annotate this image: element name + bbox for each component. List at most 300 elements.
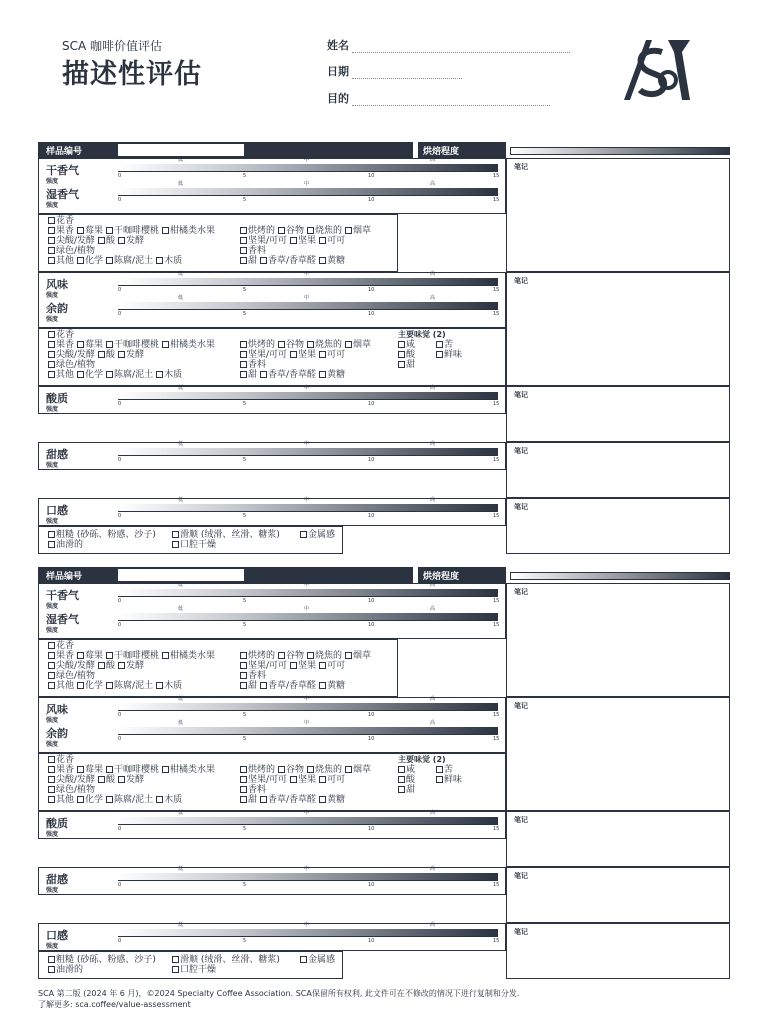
checkbox[interactable] <box>436 766 443 773</box>
acidity-intensity-scale[interactable] <box>118 384 498 406</box>
flavor-intensity-scale[interactable] <box>118 695 498 717</box>
checkbox-label: 花香 <box>56 641 75 651</box>
checkbox-row <box>172 540 216 550</box>
checkbox-row <box>436 775 462 785</box>
intensity-gradient-bar[interactable] <box>118 727 498 735</box>
level-high: 高 <box>430 385 436 391</box>
notes-box[interactable] <box>506 697 730 811</box>
checkbox[interactable] <box>162 341 169 348</box>
checkbox[interactable] <box>106 796 113 803</box>
intensity-gradient-bar[interactable] <box>118 817 498 825</box>
main-tastes-title: 主要味觉 (2) <box>398 330 446 339</box>
checkbox[interactable] <box>319 257 326 264</box>
checkbox[interactable] <box>290 351 297 358</box>
checkbox[interactable] <box>278 652 285 659</box>
mouthfeel-intensity-scale[interactable] <box>118 921 498 943</box>
checkbox[interactable] <box>77 371 84 378</box>
scale-tick: 10 <box>368 882 375 888</box>
checkbox[interactable] <box>172 541 179 548</box>
notes-label: 笔记 <box>514 816 528 824</box>
checkbox[interactable] <box>48 227 55 234</box>
checkbox[interactable] <box>319 351 326 358</box>
level-mid: 中 <box>304 181 310 187</box>
mouthfeel-label: 口感 <box>46 929 68 942</box>
scale-tick: 5 <box>243 401 247 407</box>
checkbox-label: 发酵 <box>126 236 145 246</box>
scale-tick: 5 <box>243 622 247 628</box>
checkbox-label: 油滑的 <box>56 965 84 975</box>
level-high: 高 <box>430 720 436 726</box>
checkbox[interactable] <box>48 672 55 679</box>
level-high: 高 <box>430 696 436 702</box>
checkbox[interactable] <box>260 796 267 803</box>
checkbox[interactable] <box>319 796 326 803</box>
checkbox-label: 甜 <box>248 256 258 266</box>
checkbox-row <box>240 651 371 661</box>
checkbox-label: 甜 <box>248 681 258 691</box>
checkbox[interactable] <box>290 237 297 244</box>
level-low: 低 <box>178 181 184 187</box>
checkbox-label: 其他 <box>56 681 75 691</box>
level-high: 高 <box>430 582 436 588</box>
scale-tick: 0 <box>118 938 122 944</box>
checkbox[interactable] <box>436 341 443 348</box>
flavor-intensity-scale[interactable] <box>118 270 498 292</box>
level-mid: 中 <box>304 720 310 726</box>
scale-tick: 15 <box>493 712 500 718</box>
checkbox-label: 柑橘类水果 <box>170 226 216 236</box>
checkbox[interactable] <box>172 956 179 963</box>
checkbox-label: 滑顺 (绒滑、丝滑、糖浆) <box>180 530 280 540</box>
aroma-intensity-scale[interactable] <box>118 180 498 202</box>
checkbox[interactable] <box>240 672 247 679</box>
checkbox[interactable] <box>398 766 405 773</box>
checkbox[interactable] <box>307 227 314 234</box>
scale-tick: 0 <box>118 736 122 742</box>
checkbox[interactable] <box>319 237 326 244</box>
checkbox[interactable] <box>156 257 163 264</box>
checkbox-row <box>240 661 345 671</box>
checkbox[interactable] <box>48 361 55 368</box>
checkbox[interactable] <box>98 662 105 669</box>
sample-label: 样品编号 <box>46 572 83 582</box>
checkbox[interactable] <box>106 257 113 264</box>
level-low: 低 <box>178 295 184 301</box>
checkbox-row <box>48 661 144 671</box>
checkbox[interactable] <box>48 956 55 963</box>
evaluation-section <box>38 142 730 562</box>
scale-tick: 10 <box>368 622 375 628</box>
checkbox[interactable] <box>240 776 247 783</box>
checkbox[interactable] <box>319 682 326 689</box>
notes-box[interactable] <box>506 923 730 979</box>
checkbox-row <box>398 765 415 775</box>
checkbox-label: 化学 <box>85 370 104 380</box>
checkbox-row <box>48 955 156 965</box>
checkbox[interactable] <box>345 766 352 773</box>
checkbox-label: 烟草 <box>353 651 372 661</box>
checkbox-row <box>240 370 345 380</box>
checkbox-label: 坚果 <box>298 775 317 785</box>
level-high: 高 <box>430 295 436 301</box>
fragrance-intensity-scale[interactable] <box>118 581 498 603</box>
notes-box[interactable] <box>506 272 730 386</box>
checkbox-label: 烘烤的 <box>248 226 276 236</box>
fragrance-label: 干香气 <box>46 589 79 602</box>
checkbox-row <box>240 681 345 691</box>
level-low: 低 <box>178 157 184 163</box>
intensity-gradient-bar[interactable] <box>118 448 498 456</box>
acidity-label: 酸质 <box>46 392 68 405</box>
intensity-gradient-bar[interactable] <box>118 504 498 512</box>
checkbox[interactable] <box>48 786 55 793</box>
scale-tick: 5 <box>243 173 247 179</box>
checkbox[interactable] <box>345 227 352 234</box>
scale-tick: 5 <box>243 938 247 944</box>
sca-logo-icon <box>622 38 692 102</box>
checkbox-label: 酸 <box>106 236 116 246</box>
name-field[interactable] <box>327 37 570 53</box>
notes-label: 笔记 <box>514 928 528 936</box>
checkbox[interactable] <box>48 642 55 649</box>
level-mid: 中 <box>304 295 310 301</box>
checkbox[interactable] <box>240 227 247 234</box>
sweetness-intensity-scale[interactable] <box>118 865 498 887</box>
checkbox[interactable] <box>398 786 405 793</box>
intensity-gradient-bar[interactable] <box>118 302 498 310</box>
checkbox-label: 尖酸/发酵 <box>56 661 96 671</box>
checkbox[interactable] <box>77 341 84 348</box>
checkbox[interactable] <box>398 776 405 783</box>
footer-link[interactable]: 了解更多: sca.coffee/value-assessment <box>38 1000 191 1009</box>
level-mid: 中 <box>304 922 310 928</box>
checkbox-row <box>48 330 74 340</box>
footer-copyright: SCA 第二版 (2024 年 6 月)，©2024 Specialty Coffee Association. SCA保留所有权利, 此文件可在不修改的情况下进行复制和分发. <box>38 989 520 998</box>
checkbox-row <box>48 671 95 681</box>
checkbox[interactable] <box>156 682 163 689</box>
checkbox[interactable] <box>106 371 113 378</box>
checkbox[interactable] <box>48 257 55 264</box>
notes-box[interactable] <box>506 158 730 272</box>
checkbox[interactable] <box>118 351 125 358</box>
checkbox-label: 绿色/植物 <box>56 785 96 795</box>
checkbox[interactable] <box>106 227 113 234</box>
checkbox-row <box>398 785 415 795</box>
checkbox[interactable] <box>172 966 179 973</box>
checkbox-row <box>240 246 266 256</box>
checkbox[interactable] <box>77 257 84 264</box>
sample-number-input[interactable] <box>118 144 244 156</box>
checkbox[interactable] <box>48 756 55 763</box>
checkbox-row <box>436 350 462 360</box>
scale-tick: 0 <box>118 197 122 203</box>
checkbox[interactable] <box>240 652 247 659</box>
checkbox-label: 烘烤的 <box>248 651 276 661</box>
checkbox[interactable] <box>240 371 247 378</box>
checkbox-label: 可可 <box>327 775 346 785</box>
sweetness-intensity-label: 强度 <box>46 887 59 894</box>
checkbox[interactable] <box>48 371 55 378</box>
checkbox[interactable] <box>156 796 163 803</box>
scale-tick: 10 <box>368 401 375 407</box>
checkbox[interactable] <box>48 541 55 548</box>
checkbox-label: 咸 <box>406 765 416 775</box>
checkbox-row <box>48 370 182 380</box>
sweetness-label: 甜感 <box>46 873 68 886</box>
scale-tick: 10 <box>368 736 375 742</box>
checkbox[interactable] <box>278 227 285 234</box>
checkbox-label: 坚果 <box>298 661 317 671</box>
level-high: 高 <box>430 271 436 277</box>
flavor-label: 风味 <box>46 703 68 716</box>
form-subtitle: SCA 咖啡价值评估 <box>62 39 163 53</box>
checkbox[interactable] <box>290 662 297 669</box>
roast-level-gradient[interactable] <box>510 572 730 580</box>
intensity-gradient-bar[interactable] <box>118 392 498 400</box>
checkbox-label: 酸 <box>406 775 416 785</box>
checkbox[interactable] <box>240 796 247 803</box>
checkbox[interactable] <box>278 766 285 773</box>
checkbox-label: 莓果 <box>85 226 104 236</box>
aroma-label: 湿香气 <box>46 188 79 201</box>
mouthfeel-label: 口感 <box>46 504 68 517</box>
checkbox[interactable] <box>77 652 84 659</box>
checkbox[interactable] <box>48 531 55 538</box>
checkbox-label: 化学 <box>85 681 104 691</box>
intensity-gradient-bar[interactable] <box>118 278 498 286</box>
form-title: 描述性评估 <box>62 59 202 90</box>
acidity-intensity-scale[interactable] <box>118 809 498 831</box>
checkbox[interactable] <box>48 351 55 358</box>
checkbox[interactable] <box>172 531 179 538</box>
checkbox[interactable] <box>240 662 247 669</box>
checkbox[interactable] <box>319 776 326 783</box>
aftertaste-intensity-scale[interactable] <box>118 294 498 316</box>
checkbox[interactable] <box>240 257 247 264</box>
checkbox[interactable] <box>48 682 55 689</box>
checkbox[interactable] <box>398 341 405 348</box>
sweetness-label: 甜感 <box>46 448 68 461</box>
checkbox[interactable] <box>240 341 247 348</box>
date-input-line[interactable] <box>352 70 462 79</box>
checkbox[interactable] <box>106 682 113 689</box>
checkbox[interactable] <box>162 652 169 659</box>
checkbox[interactable] <box>290 776 297 783</box>
checkbox[interactable] <box>48 796 55 803</box>
purpose-input-line[interactable] <box>352 97 550 106</box>
level-mid: 中 <box>304 696 310 702</box>
intensity-gradient-bar[interactable] <box>118 613 498 621</box>
checkbox[interactable] <box>48 237 55 244</box>
checkbox[interactable] <box>48 776 55 783</box>
checkbox-label: 坚果/可可 <box>248 661 288 671</box>
scale-tick: 5 <box>243 598 247 604</box>
level-mid: 中 <box>304 385 310 391</box>
checkbox[interactable] <box>436 776 443 783</box>
checkbox[interactable] <box>260 257 267 264</box>
checkbox-label: 香草/香草醛 <box>268 795 317 805</box>
checkbox-label: 坚果/可可 <box>248 775 288 785</box>
mouthfeel-intensity-scale[interactable] <box>118 496 498 518</box>
intensity-gradient-bar[interactable] <box>118 164 498 172</box>
checkbox-label: 鲜味 <box>444 775 463 785</box>
checkbox[interactable] <box>436 351 443 358</box>
checkbox-label: 陈腐/泥土 <box>114 795 154 805</box>
checkbox-label: 尖酸/发酵 <box>56 350 96 360</box>
intensity-gradient-bar[interactable] <box>118 188 498 196</box>
checkbox-row <box>48 965 83 975</box>
checkbox-label: 果香 <box>56 226 75 236</box>
scale-tick: 15 <box>493 173 500 179</box>
scale-tick: 10 <box>368 826 375 832</box>
aftertaste-intensity-label: 强度 <box>46 741 59 748</box>
level-mid: 中 <box>304 606 310 612</box>
aroma-intensity-label: 强度 <box>46 202 59 209</box>
checkbox[interactable] <box>398 361 405 368</box>
checkbox[interactable] <box>345 341 352 348</box>
notes-label: 笔记 <box>514 447 528 455</box>
checkbox-label: 可可 <box>327 350 346 360</box>
checkbox[interactable] <box>48 341 55 348</box>
checkbox[interactable] <box>345 652 352 659</box>
checkbox[interactable] <box>48 966 55 973</box>
checkbox-row <box>436 340 453 350</box>
notes-box[interactable] <box>506 386 730 442</box>
roast-label: 烘焙程度 <box>423 147 460 157</box>
aroma-intensity-scale[interactable] <box>118 605 498 627</box>
checkbox-label: 坚果 <box>298 350 317 360</box>
scale-tick: 0 <box>118 826 122 832</box>
checkbox[interactable] <box>48 331 55 338</box>
scale-tick: 15 <box>493 401 500 407</box>
aftertaste-intensity-scale[interactable] <box>118 719 498 741</box>
mouthfeel-intensity-label: 强度 <box>46 943 59 950</box>
roast-level-gradient[interactable] <box>510 147 730 155</box>
intensity-gradient-bar[interactable] <box>118 589 498 597</box>
intensity-gradient-bar[interactable] <box>118 703 498 711</box>
checkbox[interactable] <box>98 776 105 783</box>
checkbox[interactable] <box>319 371 326 378</box>
checkbox[interactable] <box>319 662 326 669</box>
checkbox[interactable] <box>48 217 55 224</box>
checkbox-label: 粗糙 (砂砾、粉感、沙子) <box>56 530 156 540</box>
checkbox[interactable] <box>106 766 113 773</box>
checkbox-label: 果香 <box>56 651 75 661</box>
checkbox[interactable] <box>156 371 163 378</box>
notes-box[interactable] <box>506 811 730 867</box>
checkbox[interactable] <box>240 361 247 368</box>
checkbox[interactable] <box>77 227 84 234</box>
checkbox[interactable] <box>162 227 169 234</box>
checkbox-label: 香料 <box>248 360 267 370</box>
checkbox[interactable] <box>118 776 125 783</box>
checkbox[interactable] <box>240 786 247 793</box>
checkbox-label: 坚果/可可 <box>248 350 288 360</box>
notes-box[interactable] <box>506 498 730 554</box>
checkbox-label: 发酵 <box>126 775 145 785</box>
scale-tick: 5 <box>243 457 247 463</box>
checkbox[interactable] <box>77 682 84 689</box>
checkbox-label: 咸 <box>406 340 416 350</box>
aftertaste-label: 余韵 <box>46 302 68 315</box>
checkbox[interactable] <box>48 662 55 669</box>
date-label: 日期 <box>327 65 349 78</box>
checkbox[interactable] <box>307 652 314 659</box>
checkbox-row <box>240 795 345 805</box>
intensity-gradient-bar[interactable] <box>118 929 498 937</box>
fragrance-intensity-label: 强度 <box>46 603 59 610</box>
checkbox[interactable] <box>162 766 169 773</box>
level-high: 高 <box>430 810 436 816</box>
checkbox[interactable] <box>300 531 307 538</box>
checkbox[interactable] <box>240 682 247 689</box>
checkbox-label: 木质 <box>164 795 183 805</box>
name-label: 姓名 <box>327 39 349 52</box>
checkbox[interactable] <box>398 351 405 358</box>
fragrance-intensity-scale[interactable] <box>118 156 498 178</box>
notes-box[interactable] <box>506 583 730 697</box>
scale-tick: 10 <box>368 197 375 203</box>
checkbox[interactable] <box>300 956 307 963</box>
checkbox[interactable] <box>307 341 314 348</box>
checkbox-label: 可可 <box>327 236 346 246</box>
checkbox[interactable] <box>106 652 113 659</box>
sweetness-intensity-scale[interactable] <box>118 440 498 462</box>
checkbox[interactable] <box>77 796 84 803</box>
notes-box[interactable] <box>506 867 730 923</box>
checkbox[interactable] <box>98 237 105 244</box>
checkbox[interactable] <box>98 351 105 358</box>
checkbox-label: 发酵 <box>126 350 145 360</box>
checkbox[interactable] <box>278 341 285 348</box>
checkbox-label: 木质 <box>164 681 183 691</box>
checkbox[interactable] <box>48 247 55 254</box>
checkbox[interactable] <box>240 247 247 254</box>
scale-tick: 0 <box>118 882 122 888</box>
checkbox-label: 木质 <box>164 370 183 380</box>
checkbox-label: 香草/香草醛 <box>268 681 317 691</box>
checkbox[interactable] <box>240 766 247 773</box>
checkbox-label: 甜 <box>406 360 416 370</box>
sample-number-input[interactable] <box>118 569 244 581</box>
checkbox-label: 金属感 <box>308 955 336 965</box>
level-mid: 中 <box>304 157 310 163</box>
checkbox[interactable] <box>260 371 267 378</box>
name-input-line[interactable] <box>352 44 570 53</box>
level-mid: 中 <box>304 497 310 503</box>
checkbox-row <box>48 246 95 256</box>
scale-tick: 15 <box>493 457 500 463</box>
checkbox[interactable] <box>240 351 247 358</box>
date-field[interactable] <box>327 63 462 79</box>
checkbox[interactable] <box>48 766 55 773</box>
checkbox[interactable] <box>77 766 84 773</box>
scale-tick: 0 <box>118 598 122 604</box>
checkbox[interactable] <box>48 652 55 659</box>
checkbox[interactable] <box>106 341 113 348</box>
intensity-gradient-bar[interactable] <box>118 873 498 881</box>
acidity-intensity-label: 强度 <box>46 831 59 838</box>
checkbox[interactable] <box>260 682 267 689</box>
checkbox[interactable] <box>118 662 125 669</box>
notes-box[interactable] <box>506 442 730 498</box>
checkbox[interactable] <box>307 766 314 773</box>
checkbox[interactable] <box>240 237 247 244</box>
purpose-field[interactable] <box>327 90 550 106</box>
checkbox[interactable] <box>118 237 125 244</box>
level-low: 低 <box>178 922 184 928</box>
aftertaste-label: 余韵 <box>46 727 68 740</box>
